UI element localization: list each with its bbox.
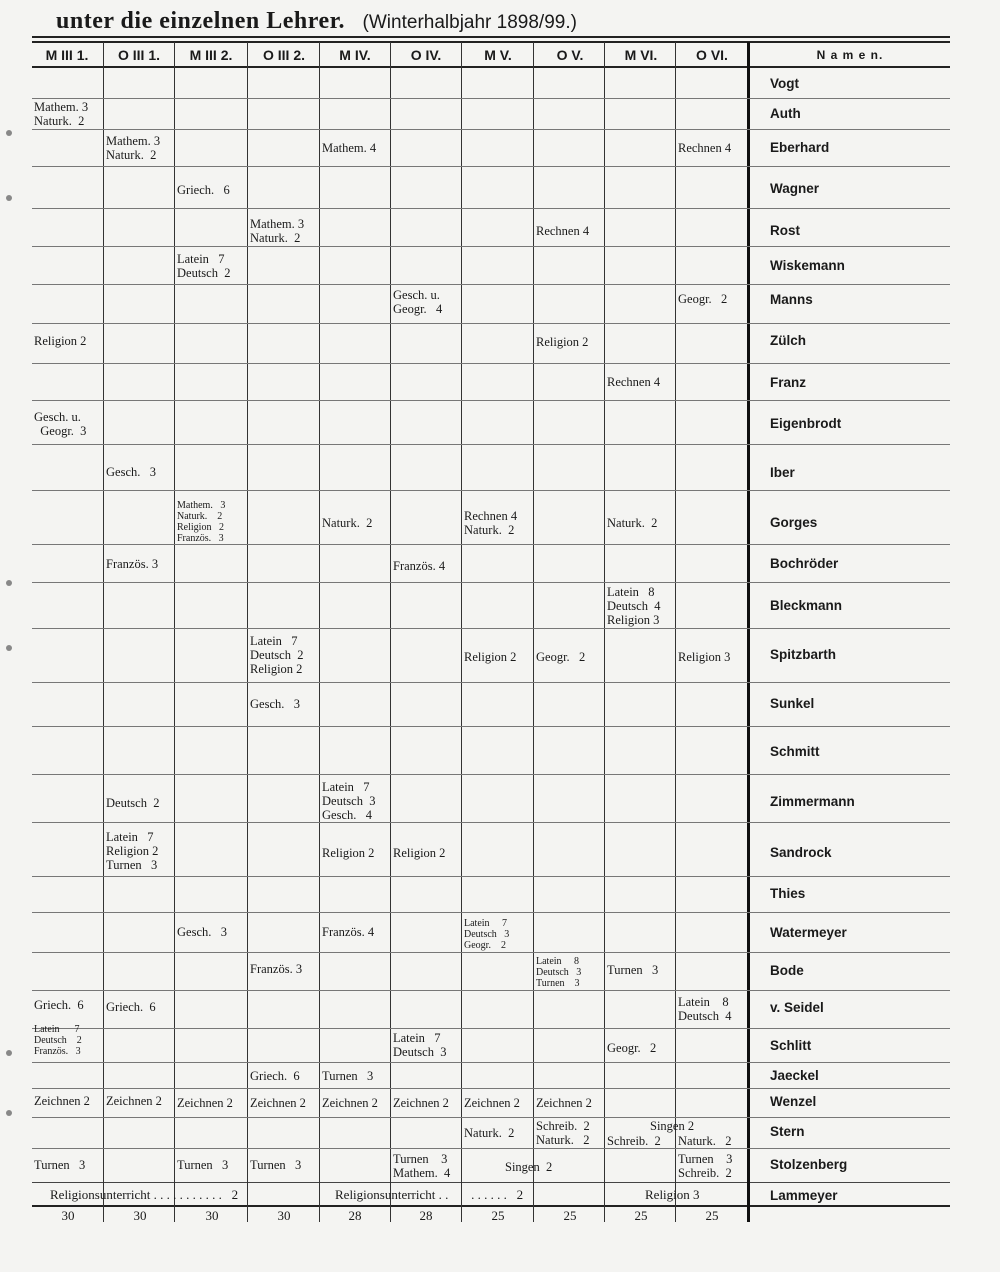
teacher-name: Rost [770, 223, 800, 238]
row-rule [32, 208, 950, 209]
bottom-row-rule [32, 1182, 950, 1183]
teacher-name: Vogt [770, 76, 799, 91]
assignment-cell: Turnen 3 [607, 963, 659, 977]
total-hours: 25 [491, 1208, 505, 1223]
column-header: O III 2. [262, 47, 305, 63]
row-rule [32, 490, 950, 491]
assignment-cell: Turnen 3 Schreib. 2 [678, 1152, 733, 1180]
total-hours: 25 [563, 1208, 577, 1223]
total-hours: 28 [348, 1208, 362, 1223]
assignment-cell: Gesch. u. Geogr. 3 [34, 410, 87, 438]
top-rule-2 [32, 41, 950, 43]
teacher-name: Manns [770, 292, 813, 307]
row-rule [32, 323, 950, 324]
assignment-cell: Singen 2 [650, 1119, 695, 1133]
row-rule [32, 952, 950, 953]
teacher-name: Schlitt [770, 1038, 812, 1053]
assignment-cell: Naturk. 2 [607, 516, 658, 530]
assignment-cell: Zeichnen 2 [464, 1096, 520, 1110]
row-rule [32, 166, 950, 167]
row-rule [32, 1062, 950, 1063]
column-divider [533, 42, 534, 1222]
assignment-cell: Latein 7 Deutsch 2 Französ. 3 [34, 1024, 82, 1057]
assignment-cell: Latein 7 Deutsch 3 Gesch. 4 [322, 780, 376, 822]
row-rule [32, 582, 950, 583]
column-divider [103, 42, 104, 1222]
column-header: M V. [484, 47, 512, 63]
total-hours: 30 [205, 1208, 219, 1223]
punch-hole [6, 1110, 12, 1116]
assignment-cell: Latein 7 Deutsch 3 [393, 1031, 447, 1059]
teacher-name: Jaeckel [770, 1068, 819, 1083]
assignment-cell: Geogr. 2 [536, 650, 586, 664]
row-rule [32, 1088, 950, 1089]
assignment-cell: Geogr. 2 [607, 1041, 657, 1055]
assignment-cell: Deutsch 2 [106, 796, 160, 810]
totals-rule [32, 1205, 950, 1207]
total-hours: 30 [133, 1208, 147, 1223]
assignment-cell: Zeichnen 2 [177, 1096, 233, 1110]
total-hours: 25 [705, 1208, 719, 1223]
row-rule [32, 822, 950, 823]
column-header: O IV. [410, 47, 442, 63]
assignment-cell: Religion 2 [322, 846, 375, 860]
teacher-name: Bleckmann [770, 598, 843, 613]
column-divider [174, 42, 175, 1222]
assignment-cell: Griech. 6 [177, 183, 230, 197]
teacher-name: Stolzenberg [770, 1157, 848, 1172]
assignment-cell: Schreib. 2 [607, 1134, 661, 1148]
column-header: O III 1. [117, 47, 160, 63]
assignment-cell: Latein 8 Deutsch 4 Religion 3 [607, 585, 661, 627]
teacher-name: Schmitt [770, 744, 820, 759]
total-hours: 25 [634, 1208, 648, 1223]
title-main: unter die einzelnen Lehrer. [56, 8, 346, 34]
teacher-name: Watermeyer [770, 925, 847, 940]
assignment-cell: Rechnen 4 Naturk. 2 [464, 509, 518, 537]
row-rule [32, 774, 950, 775]
assignment-cell: Mathem. 4 [322, 141, 377, 155]
row-rule [32, 1148, 950, 1149]
teacher-name: v. Seidel [770, 1000, 824, 1015]
row-rule [32, 284, 950, 285]
assignment-cell: Mathem. 3 Naturk. 2 Religion 2 Französ. 3 [177, 500, 226, 544]
assignment-cell: Gesch. 3 [106, 465, 156, 479]
row-rule [32, 400, 950, 401]
column-header: O V. [556, 47, 584, 63]
assignment-cell: Mathem. 3 Naturk. 2 [106, 134, 161, 162]
assignment-cell: Turnen 3 Mathem. 4 [393, 1152, 451, 1180]
teacher-name: Bochröder [770, 556, 839, 571]
assignment-cell: Latein 7 Religion 2 Turnen 3 [106, 830, 159, 872]
assignment-cell: Religion 3 [678, 650, 731, 664]
assignment-cell: Rechnen 4 [536, 224, 590, 238]
assignment-cell: Zeichnen 2 [250, 1096, 306, 1110]
column-divider [604, 42, 605, 1222]
teacher-name: Zimmermann [770, 794, 855, 809]
row-rule [32, 912, 950, 913]
teacher-name: Wagner [770, 181, 820, 196]
column-divider [319, 42, 320, 1222]
teacher-name: Eigenbrodt [770, 416, 842, 431]
teacher-name: Zülch [770, 333, 806, 348]
assignment-cell: Gesch. 3 [250, 697, 300, 711]
row-rule [32, 246, 950, 247]
row-rule [32, 444, 950, 445]
assignment-cell: Latein 7 Deutsch 3 Geogr. 2 [464, 918, 510, 951]
total-hours: 30 [277, 1208, 291, 1223]
assignment-cell: Griech. 6 [34, 998, 84, 1012]
row-rule [32, 726, 950, 727]
teacher-name: Thies [770, 886, 806, 901]
row-rule [32, 363, 950, 364]
teacher-name: Bode [770, 963, 804, 978]
punch-hole [6, 580, 12, 586]
row-rule [32, 682, 950, 683]
punch-hole [6, 195, 12, 201]
assignment-cell: Rechnen 4 [678, 141, 732, 155]
title-sub: (Winterhalbjahr 1898/99.) [362, 12, 577, 33]
column-header: M III 1. [45, 47, 89, 63]
teacher-name: Wiskemann [770, 258, 845, 273]
religion-row-left: Religionsunterricht . . . . . . . . . . . 2 [50, 1187, 239, 1202]
assignment-cell: Gesch. u. Geogr. 4 [393, 288, 443, 316]
assignment-cell: Religion 2 [34, 334, 87, 348]
teacher-name: Sandrock [770, 845, 832, 860]
column-divider [390, 42, 391, 1222]
column-header: O VI. [696, 47, 728, 63]
assignment-cell: Turnen 3 [322, 1069, 374, 1083]
column-header: M III 2. [189, 47, 233, 63]
row-rule [32, 990, 950, 991]
row-rule [32, 628, 950, 629]
assignment-cell: Zeichnen 2 [106, 1094, 162, 1108]
assignment-cell: Geogr. 2 [678, 292, 728, 306]
assignment-cell: Latein 8 Deutsch 3 Turnen 3 [536, 956, 582, 989]
teacher-name: Auth [770, 106, 801, 121]
assignment-cell: Gesch. 3 [177, 925, 227, 939]
assignment-cell: Französ. 4 [393, 559, 446, 573]
column-header-names: N a m e n. [816, 48, 884, 62]
assignment-cell: Zeichnen 2 [34, 1094, 90, 1108]
page-title [56, 8, 577, 35]
assignment-cell: Naturk. 2 [322, 516, 373, 530]
assignment-cell: Singen 2 [505, 1160, 553, 1174]
assignment-cell: Latein 8 Deutsch 4 [678, 995, 732, 1023]
row-rule [32, 1117, 950, 1118]
punch-hole [6, 130, 12, 136]
assignment-cell: Turnen 3 [250, 1158, 302, 1172]
column-header: M IV. [339, 47, 371, 63]
assignment-cell: Französ. 3 [250, 962, 303, 976]
total-hours: 30 [61, 1208, 75, 1223]
assignment-cell: Religion 2 [536, 335, 589, 349]
teacher-name: Sunkel [770, 696, 815, 711]
assignment-cell: Naturk. 2 [464, 1126, 515, 1140]
column-header: M VI. [624, 47, 658, 63]
column-divider [461, 42, 462, 1222]
teacher-name: Iber [770, 465, 795, 480]
assignment-cell: Griech. 6 [250, 1069, 300, 1083]
teacher-name: Spitzbarth [770, 647, 836, 662]
assignment-cell: Französ. 3 [106, 557, 159, 571]
teacher-name: Stern [770, 1124, 805, 1139]
assignment-cell: Naturk. 2 [678, 1134, 732, 1148]
assignment-cell: Zeichnen 2 [536, 1096, 592, 1110]
assignment-cell: Griech. 6 [106, 1000, 156, 1014]
assignment-cell: Zeichnen 2 [393, 1096, 449, 1110]
row-rule [32, 98, 950, 99]
teacher-name: Gorges [770, 515, 818, 530]
religion-row-right: Religion 3 [645, 1187, 700, 1202]
teacher-name: Wenzel [770, 1094, 817, 1109]
punch-hole [6, 645, 12, 651]
row-rule [32, 544, 950, 545]
assignment-cell: Turnen 3 [34, 1158, 86, 1172]
assignment-cell: Turnen 3 [177, 1158, 229, 1172]
assignment-cell: Zeichnen 2 [322, 1096, 378, 1110]
punch-hole [6, 1050, 12, 1056]
teacher-name: Lammeyer [770, 1188, 838, 1203]
column-divider [675, 42, 676, 1222]
row-rule [32, 1028, 950, 1029]
teacher-name: Franz [770, 375, 807, 390]
column-divider [247, 42, 248, 1222]
row-rule [32, 876, 950, 877]
assignment-cell: Latein 7 Deutsch 2 Religion 2 [250, 634, 304, 676]
assignment-cell: Latein 7 Deutsch 2 [177, 252, 231, 280]
top-rule [32, 36, 950, 38]
religion-row-middle: Religionsunterricht . . . . . . . . 2 [335, 1187, 524, 1202]
assignment-cell: Mathem. 3 Naturk. 2 [250, 217, 305, 245]
assignment-cell: Schreib. 2 Naturk. 2 [536, 1119, 590, 1147]
assignment-cell: Religion 2 [464, 650, 517, 664]
assignment-cell: Französ. 4 [322, 925, 375, 939]
total-hours: 28 [419, 1208, 433, 1223]
header-rule [32, 66, 950, 68]
assignment-cell: Mathem. 3 Naturk. 2 [34, 100, 89, 128]
teacher-name: Eberhard [770, 140, 830, 155]
assignment-cell: Religion 2 [393, 846, 446, 860]
assignment-cell: Rechnen 4 [607, 375, 661, 389]
row-rule [32, 129, 950, 130]
